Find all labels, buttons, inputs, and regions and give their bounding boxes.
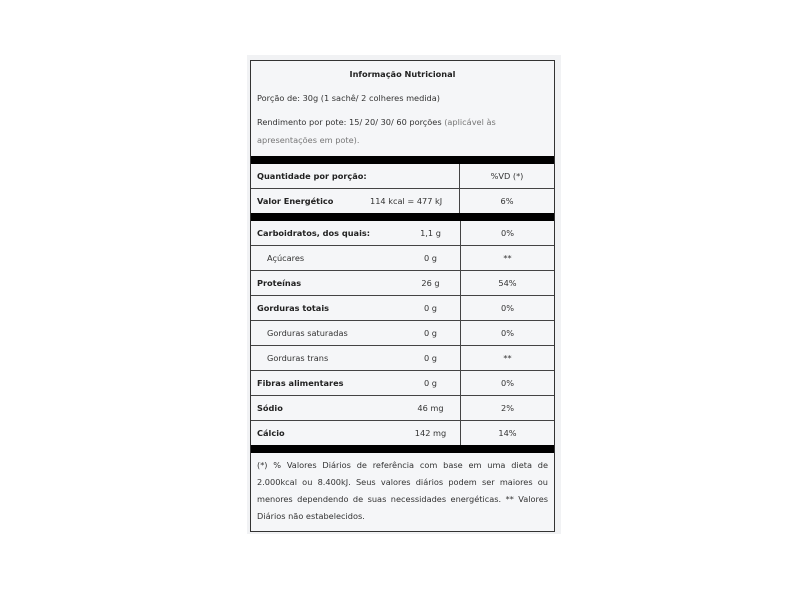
nutrient-label: Gorduras trans xyxy=(267,353,329,363)
nutrient-row xyxy=(251,346,554,371)
yield-main: Rendimento por pote: 15/ 20/ 30/ 60 porções xyxy=(257,117,442,127)
nutrient-row xyxy=(251,321,554,346)
nutrient-amount: 0 g xyxy=(401,371,461,395)
nutrient-row xyxy=(251,371,554,396)
energy-vd: 6% xyxy=(500,196,514,206)
nutrient-amount: 0 g xyxy=(401,346,461,370)
nutrient-row xyxy=(251,296,554,321)
table-title: Informação Nutricional xyxy=(349,69,456,79)
header-vd: %VD (*) xyxy=(490,171,524,181)
nutrient-amount: 26 g xyxy=(401,271,461,295)
nutrient-label: Carboidratos, dos quais: xyxy=(257,228,371,238)
nutrient-label: Fibras alimentares xyxy=(257,378,344,388)
header-quantity: Quantidade por porção: xyxy=(251,164,460,188)
nutrient-row xyxy=(251,221,554,246)
nutrient-vd: 0% xyxy=(501,328,514,338)
yield-note: (aplicável às apresentações em pote). xyxy=(257,117,496,145)
nutrition-table xyxy=(250,60,555,532)
nutrient-vd: 0% xyxy=(501,228,514,238)
divider-bar xyxy=(251,213,554,221)
energy-amount: 114 kcal = 477 kJ xyxy=(361,189,460,213)
nutrient-vd: 54% xyxy=(498,278,517,288)
nutrient-label: Açúcares xyxy=(267,253,305,263)
nutrient-vd: 14% xyxy=(498,428,517,438)
nutrient-label: Proteínas xyxy=(257,278,302,288)
table-header-row xyxy=(251,164,554,189)
nutrient-amount: 142 mg xyxy=(401,421,461,445)
serving-size: Porção de: 30g (1 sachê/ 2 colheres medida) xyxy=(257,93,440,103)
nutrient-label: Cálcio xyxy=(257,428,285,438)
nutrient-amount: 1,1 g xyxy=(401,221,461,245)
nutrient-label: Sódio xyxy=(257,403,283,413)
nutrient-vd: 2% xyxy=(501,403,514,413)
nutrient-vd: ** xyxy=(503,353,512,363)
nutrient-amount: 0 g xyxy=(401,246,461,270)
yield-info xyxy=(251,111,554,151)
energy-row xyxy=(251,189,554,213)
divider-bar xyxy=(251,445,554,453)
nutrient-row xyxy=(251,246,554,271)
divider-bar xyxy=(251,156,554,164)
energy-label: Valor Energético xyxy=(257,196,334,206)
nutrient-amount: 46 mg xyxy=(401,396,461,420)
nutrient-label: Gorduras saturadas xyxy=(267,328,348,338)
nutrient-vd: 0% xyxy=(501,378,514,388)
nutrient-vd: ** xyxy=(503,253,512,263)
nutrient-amount: 0 g xyxy=(401,296,461,320)
nutrition-card xyxy=(247,55,561,534)
nutrient-row xyxy=(251,396,554,421)
nutrient-label: Gorduras totais xyxy=(257,303,330,313)
nutrient-rows xyxy=(251,221,554,445)
nutrient-row xyxy=(251,421,554,445)
nutrient-amount: 0 g xyxy=(401,321,461,345)
nutrient-vd: 0% xyxy=(501,303,514,313)
nutrient-row xyxy=(251,271,554,296)
footnote: (*) % Valores Diários de referência com base em uma dieta de 2.000kcal ou 8.400kJ. Seus valores diários podem ser maiores ou menores dependendo de suas necessidades energéticas. ** Valores Diários não estabelecidos. xyxy=(257,460,548,521)
